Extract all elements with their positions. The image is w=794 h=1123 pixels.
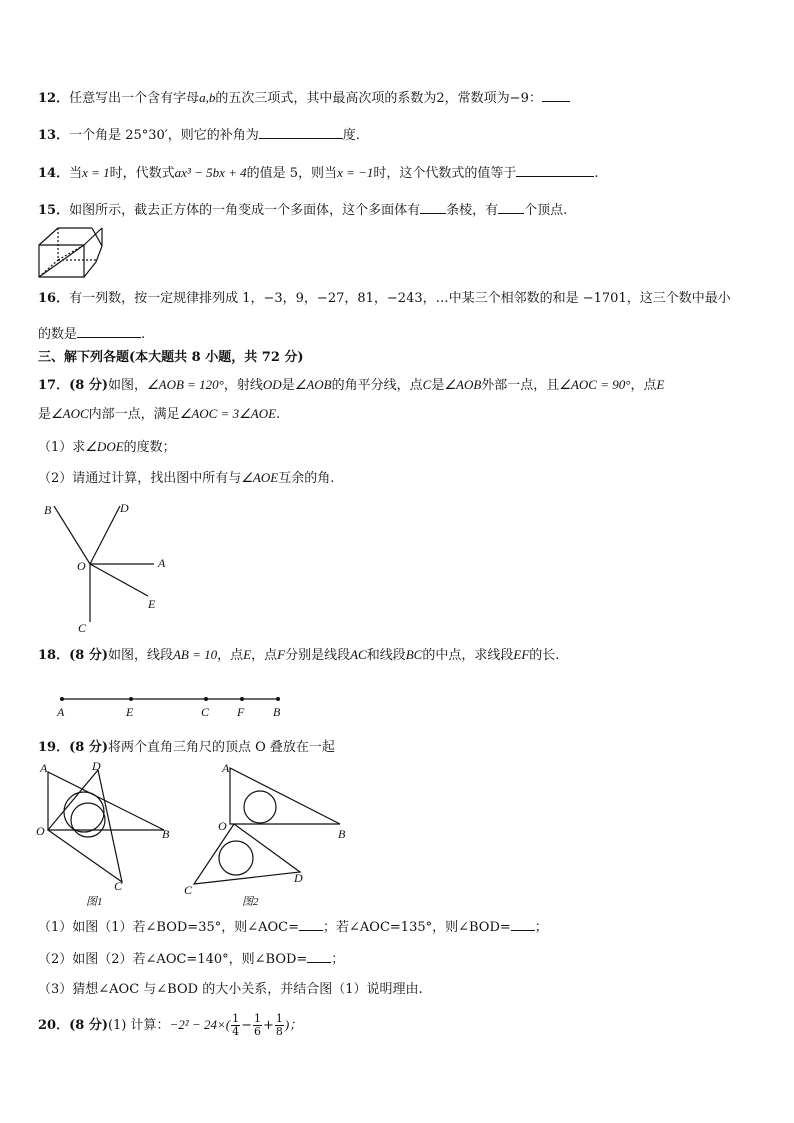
label-c: C <box>184 883 193 897</box>
question-text: 的长. <box>529 648 560 663</box>
triangle-ocd <box>194 824 300 884</box>
label-b: B <box>273 705 281 719</box>
question-text: 和线段 <box>366 648 406 663</box>
question-text: 外部一点，且 <box>481 378 560 393</box>
cut-edge <box>92 228 102 246</box>
question-18 <box>38 647 559 664</box>
math-expression: ∠AOB <box>294 377 332 392</box>
math-expression: ∠AOE <box>241 470 279 485</box>
cube-edge <box>84 262 96 277</box>
question-score: (8 分) <box>69 1018 108 1033</box>
question-text: 任意写出一个含有字母 <box>69 91 200 106</box>
math-expression: ∠AOB <box>444 377 482 392</box>
answer-blank[interactable] <box>259 126 343 139</box>
ray-ob <box>54 506 90 564</box>
question-text: 时，这个代数式的值等于 <box>373 166 517 181</box>
question-number: 12． <box>38 91 70 106</box>
question-number: 17． <box>38 378 70 393</box>
math-expression: ax³ − 5bx + 4 <box>174 165 247 180</box>
answer-blank[interactable] <box>542 89 570 102</box>
question-text: . <box>276 407 281 422</box>
question-19-part1 <box>38 918 548 936</box>
cube-figure <box>36 224 106 282</box>
answer-blank[interactable] <box>511 918 535 931</box>
label-c: C <box>78 621 87 635</box>
question-12 <box>38 89 570 107</box>
triangle-odc <box>48 770 122 882</box>
triangles-figure-1 <box>34 760 184 910</box>
question-number: 15． <box>38 203 70 218</box>
point-e <box>129 697 133 701</box>
cube-edge <box>39 228 58 245</box>
point-f <box>240 697 244 701</box>
label-d: D <box>294 871 303 885</box>
question-number: 20． <box>38 1018 70 1033</box>
math-expression: ∠DOE <box>85 439 124 454</box>
math-expression: ∠AOC = 90° <box>559 377 631 392</box>
math-expression: −2² − 24×( <box>169 1017 231 1032</box>
math-expression: AC <box>350 647 367 662</box>
fraction-1-6: $\frac{1}{6}$ <box>253 1012 261 1038</box>
question-text: 是 <box>431 378 445 393</box>
math-expression: ∠AOC <box>51 406 89 421</box>
label-a: A <box>222 761 230 775</box>
math-expression: ∠AOB = 120° <box>146 377 224 392</box>
question-text: ；若∠AOC=135°，则∠BOD= <box>323 920 511 935</box>
section-title: 三、解下列各题(本大题共 8 小题，共 72 分) <box>38 350 304 365</box>
question-score: (8 分) <box>69 378 108 393</box>
math-expression: C <box>422 377 432 392</box>
question-text: 内部一点，满足 <box>88 407 180 422</box>
question-number: 13． <box>38 128 70 143</box>
segment-figure <box>52 690 292 720</box>
figure-caption: 图2 <box>242 896 259 908</box>
answer-blank[interactable] <box>299 918 323 931</box>
question-text: 是 <box>281 378 295 393</box>
cut-edge <box>96 246 102 262</box>
math-expression: E <box>243 647 252 662</box>
question-14 <box>38 164 599 182</box>
math-expression: OD <box>262 377 282 392</box>
question-text: 当 <box>69 166 83 181</box>
question-number: 16． <box>38 291 70 306</box>
question-text: ，点 <box>630 378 657 393</box>
question-text: 的度数； <box>123 440 176 455</box>
question-17-part2 <box>38 470 334 487</box>
triangles-figure-2 <box>184 760 352 910</box>
ray-od <box>90 506 120 564</box>
question-16-line2 <box>38 325 145 343</box>
label-d: D <box>120 501 129 515</box>
incircle-2 <box>219 841 253 875</box>
label-f: F <box>237 705 245 719</box>
question-number: 19． <box>38 740 70 755</box>
question-number: 18． <box>38 648 70 663</box>
question-text: . <box>594 166 599 181</box>
math-expression: EF <box>513 647 530 662</box>
question-17-part1 <box>38 439 176 456</box>
question-19 <box>38 740 335 756</box>
question-text: 的角平分线，点 <box>331 378 423 393</box>
label-a: A <box>40 761 48 775</box>
question-text: 个顶点. <box>524 203 568 218</box>
question-text: （2）如图（2）若∠AOC=140°，则∠BOD= <box>38 952 308 967</box>
question-text: ，常数项为 <box>444 91 510 106</box>
question-text: ，射线 <box>223 378 263 393</box>
question-text: ，点 <box>217 648 244 663</box>
question-text: 有一列数，按一定规律排列成 1，−3，9，−27，81，−243，…中某三个相邻数的和是 −1701，这三个数中最小 <box>69 291 731 306</box>
question-number: 14． <box>38 166 70 181</box>
math-expression: AB = 10 <box>172 647 218 662</box>
question-text: . <box>141 327 146 342</box>
label-c: C <box>114 879 123 893</box>
question-text: 的五次三项式，其中最高次项的系数为 <box>215 91 437 106</box>
hidden-edge <box>58 245 84 260</box>
point-b <box>276 697 280 701</box>
math-expression: F <box>277 647 286 662</box>
incircle-1 <box>64 792 104 832</box>
question-text: 将两个直角三角尺的顶点 O 叠放在一起 <box>107 740 335 755</box>
label-b: B <box>44 503 52 517</box>
label-a: A <box>158 556 166 570</box>
figure-caption: 图1 <box>86 896 103 908</box>
question-text: 的数是 <box>38 327 78 342</box>
math-expression: ∠AOC = 3∠AOE <box>179 406 277 421</box>
math-condition: x = 1 <box>82 165 110 180</box>
math-const: −9 <box>509 91 529 106</box>
question-text: （1）如图（1）若∠BOD=35°，则∠AOC= <box>38 920 300 935</box>
question-text: ； <box>534 920 548 935</box>
point-a <box>60 697 64 701</box>
label-o: O <box>218 819 227 833</box>
math-condition: x = −1 <box>337 165 374 180</box>
question-text: （2）请通过计算，找出图中所有与 <box>38 471 242 486</box>
question-15 <box>38 201 567 219</box>
math-coef: 2 <box>436 91 445 106</box>
triangle-aob <box>48 772 164 830</box>
question-text: 如图，线段 <box>107 648 173 663</box>
question-13 <box>38 126 360 144</box>
math-expression: E <box>656 377 665 392</box>
label-c: C <box>201 705 210 719</box>
answer-blank[interactable] <box>516 164 594 177</box>
question-text: 如图所示，截去正方体的一角变成一个多面体，这个多面体有 <box>69 203 421 218</box>
question-text: 的值是 5，则当 <box>246 166 338 181</box>
answer-blank[interactable] <box>498 201 524 214</box>
label-e: E <box>148 597 156 611</box>
fraction-1-8: $\frac{1}{8}$ <box>275 1012 283 1038</box>
question-text: ： <box>528 91 542 106</box>
diagonal-edge <box>39 245 84 277</box>
label-d: D <box>92 759 101 773</box>
angle-figure <box>40 498 180 638</box>
question-text: ； <box>331 952 345 967</box>
question-19-part3 <box>38 982 423 998</box>
question-text: （1）求 <box>38 440 86 455</box>
question-text: ，点 <box>251 648 278 663</box>
point-c <box>204 697 208 701</box>
question-17-line2 <box>38 406 280 423</box>
incircle-1 <box>244 791 276 823</box>
math-vars: a,b <box>199 90 216 105</box>
question-text: 分别是线段 <box>285 648 351 663</box>
question-19-part2 <box>38 950 344 968</box>
label-e: E <box>126 705 134 719</box>
answer-blank[interactable] <box>420 201 446 214</box>
math-expression: )； <box>284 1017 303 1032</box>
math-operator: − <box>241 1018 252 1033</box>
question-text: 度. <box>342 128 360 143</box>
label-b: B <box>338 827 346 841</box>
question-text: 互余的角. <box>278 471 335 486</box>
math-expression: BC <box>405 647 423 662</box>
question-17 <box>38 377 664 394</box>
fraction-1-4: $\frac{1}{4}$ <box>232 1012 240 1038</box>
question-20 <box>38 1012 302 1039</box>
label-a: A <box>57 705 65 719</box>
label-b: B <box>162 827 170 841</box>
answer-blank[interactable] <box>307 950 331 963</box>
label-o: O <box>77 559 86 573</box>
question-text: 条棱，有 <box>446 203 499 218</box>
ray-oe <box>90 564 148 596</box>
question-text: 如图， <box>107 378 147 393</box>
question-text: 时，代数式 <box>109 166 175 181</box>
math-operator: + <box>262 1018 274 1033</box>
question-text: 的中点，求线段 <box>422 648 514 663</box>
label-o: O <box>36 824 45 838</box>
question-16 <box>38 291 731 307</box>
question-text: 一个角是 25°30′，则它的补角为 <box>69 128 259 143</box>
question-text: (1) 计算： <box>107 1018 170 1033</box>
question-text: （3）猜想∠AOC 与∠BOD 的大小关系，并结合图（1）说明理由. <box>38 982 423 997</box>
answer-blank[interactable] <box>77 325 141 338</box>
question-score: (8 分) <box>69 740 108 755</box>
question-text: 是 <box>38 407 52 422</box>
question-score: (8 分) <box>69 648 108 663</box>
